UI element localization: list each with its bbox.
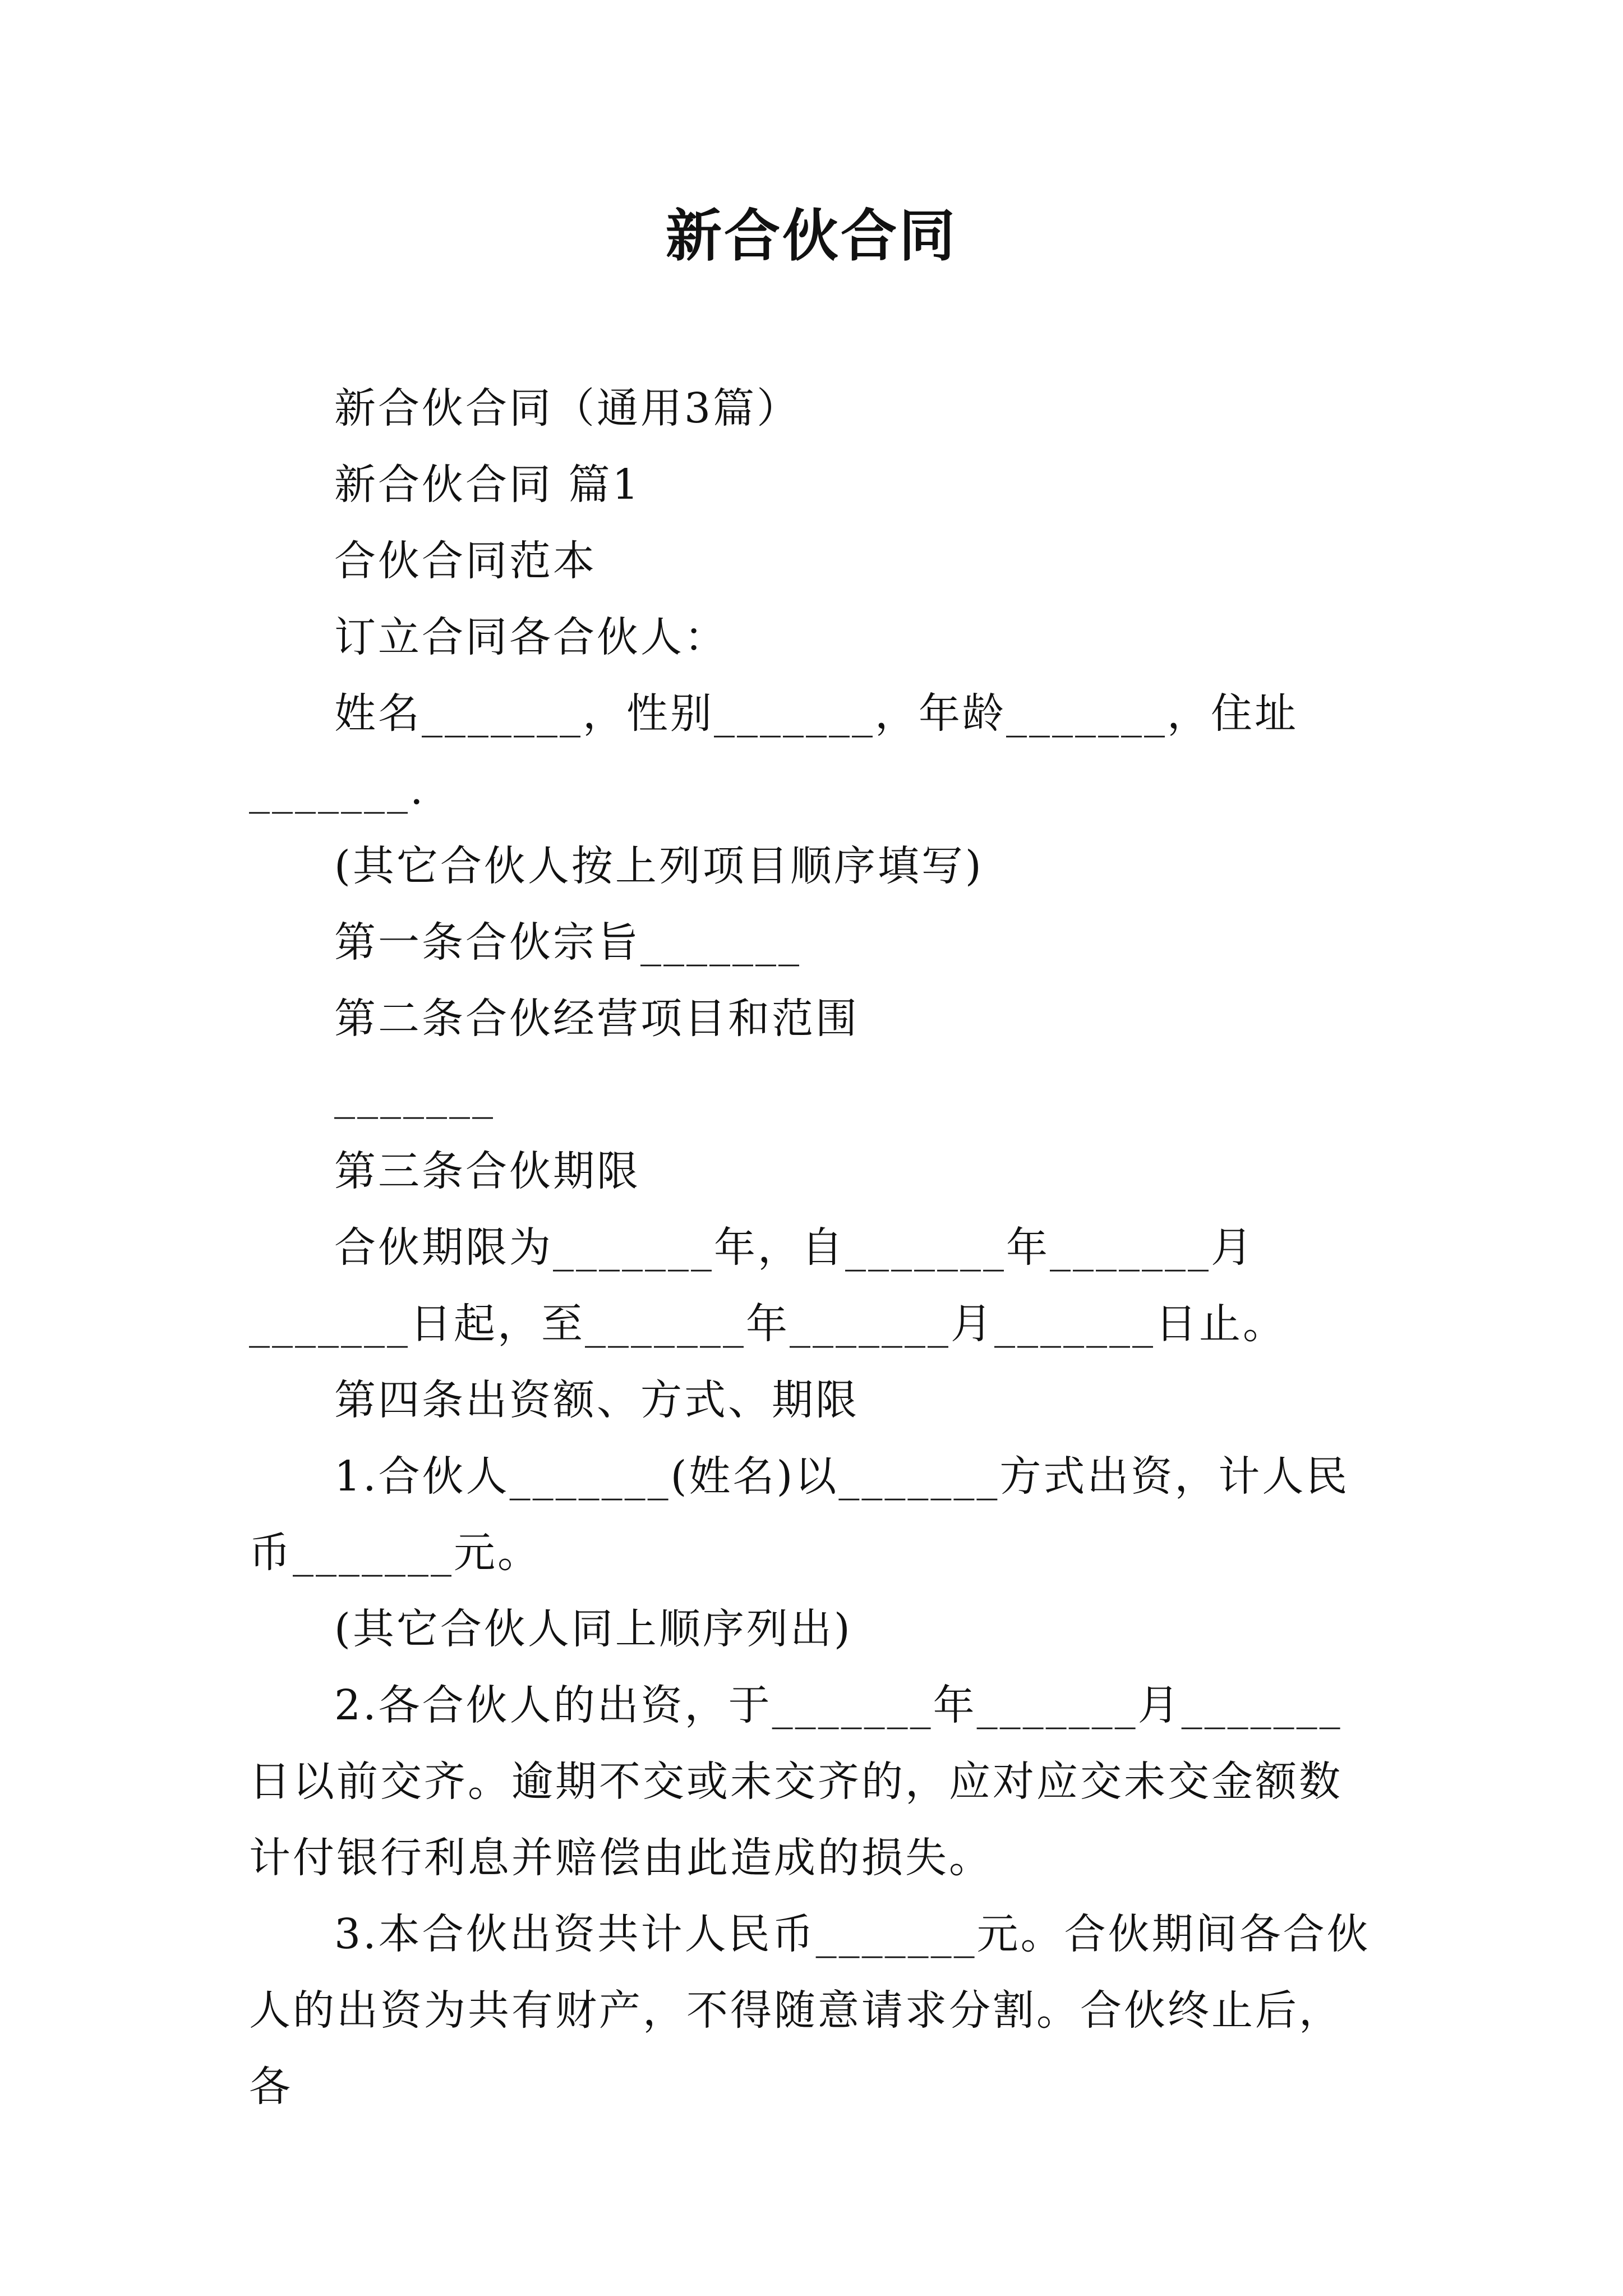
paragraph-contribution-3: 3.本合伙出资共计人民币_______元。合伙期间各合伙人的出资为共有财产，不得随意请求分割。合伙终止后，各 xyxy=(249,1910,1371,2111)
paragraph-article-2: 第二条合伙经营项目和范围 xyxy=(334,995,859,1043)
paragraph-partner-note: (其它合伙人按上列项目顺序填写) xyxy=(334,842,984,890)
paragraph-article-3: 第三条合伙期限 xyxy=(334,1147,640,1195)
paragraph-contribution-1: 1.合伙人_______(姓名)以_______方式出资，计人民币_______元。 xyxy=(249,1452,1350,1577)
paragraph-article-4: 第四条出资额、方式、期限 xyxy=(334,1376,859,1424)
paragraph-partner-fields: 姓名_______，性别_______，年龄_______，住址_______. xyxy=(249,689,1298,814)
paragraph-term: 合伙期限为_______年，自_______年_______月_______日起，至_______年_______月_______日止。 xyxy=(249,1223,1287,1348)
paragraph-subtitle: 新合伙合同（通用3篇） xyxy=(334,384,801,432)
document-title: 新合伙合同 xyxy=(666,203,957,269)
document-body xyxy=(249,370,1382,2125)
paragraph-template-name: 合伙合同范本 xyxy=(334,537,597,585)
paragraph-section-heading: 新合伙合同 篇1 xyxy=(334,461,641,509)
paragraph-article-1: 第一条合伙宗旨_______ xyxy=(334,918,801,967)
paragraph-partners-intro: 订立合同各合伙人： xyxy=(334,613,728,661)
paragraph-contribution-note: (其它合伙人同上顺序列出) xyxy=(334,1605,852,1653)
paragraph-contribution-2: 2.各合伙人的出资，于_______年_______月_______日以前交齐。逾期不交或未交齐的，应对应交未交金额数计付银行利息并赔偿由此造成的损失。 xyxy=(249,1681,1343,1882)
paragraph-article-2-blank: _______ xyxy=(334,1071,495,1119)
